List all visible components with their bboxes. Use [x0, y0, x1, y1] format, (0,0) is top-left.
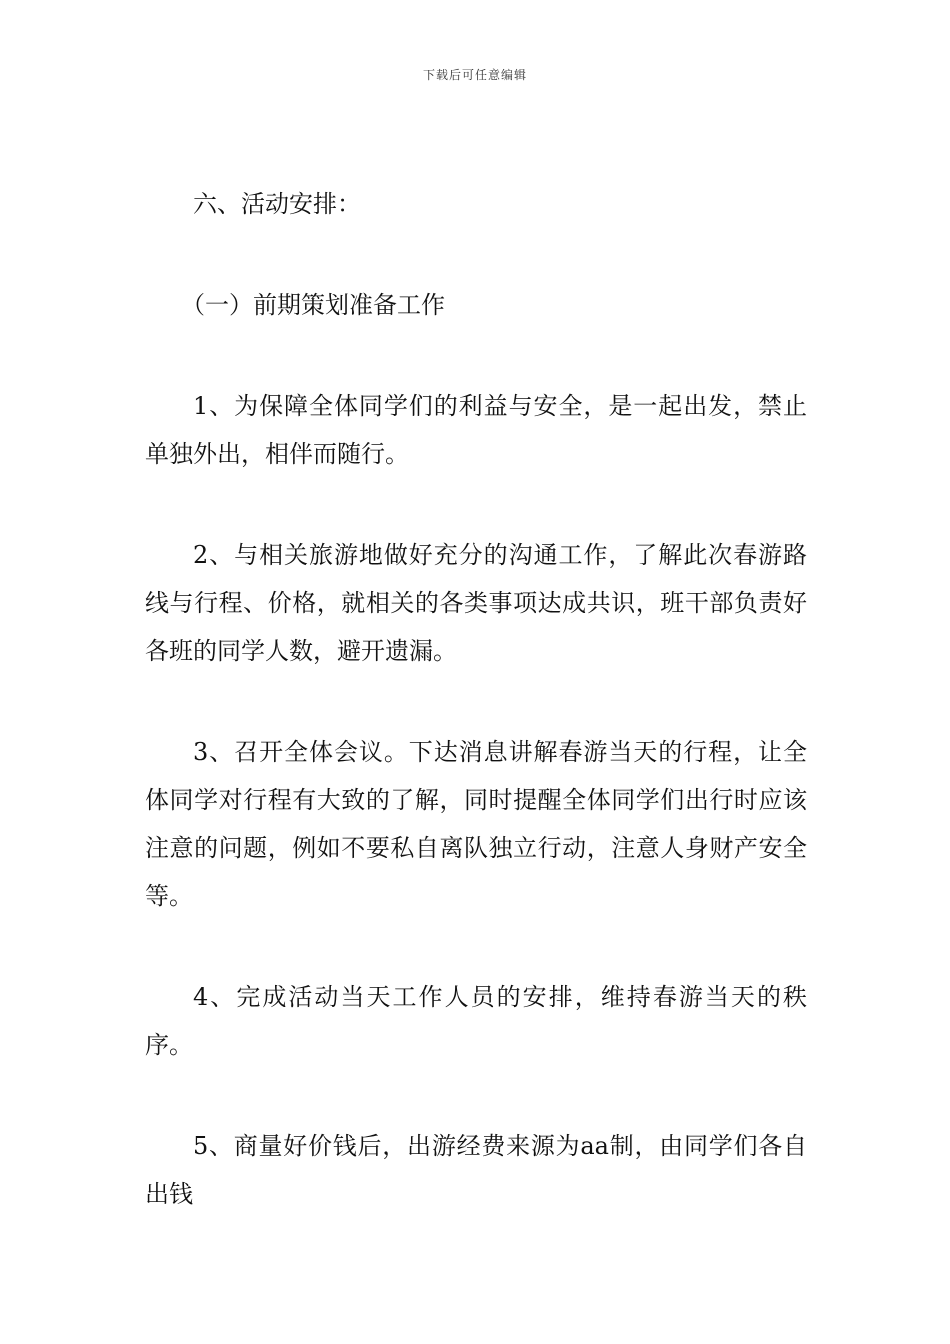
- list-item: 4、完成活动当天工作人员的安排，维持春游当天的秩序。: [145, 983, 807, 1059]
- document-body: [145, 180, 807, 1218]
- list-item: 2、与相关旅游地做好充分的沟通工作，了解此次春游路线与行程、价格，就相关的各类事项达成共识，班干部负责好各班的同学人数，避开遗漏。: [145, 541, 807, 665]
- list-item: 5、商量好价钱后，出游经费来源为aa制，由同学们各自出钱: [145, 1132, 807, 1208]
- page-header: 下载后可任意编辑: [422, 68, 527, 82]
- section-heading: 六、活动安排：: [193, 190, 361, 218]
- list-item: 3、召开全体会议。下达消息讲解春游当天的行程，让全体同学对行程有大致的了解，同时提醒全体同学们出行时应该注意的问题，例如不要私自离队独立行动，注意人身财产安全等。: [145, 738, 807, 910]
- list-item: 1、为保障全体同学们的利益与安全，是一起出发，禁止单独外出，相伴而随行。: [145, 392, 807, 468]
- sub-heading: （一）前期策划准备工作: [181, 291, 445, 319]
